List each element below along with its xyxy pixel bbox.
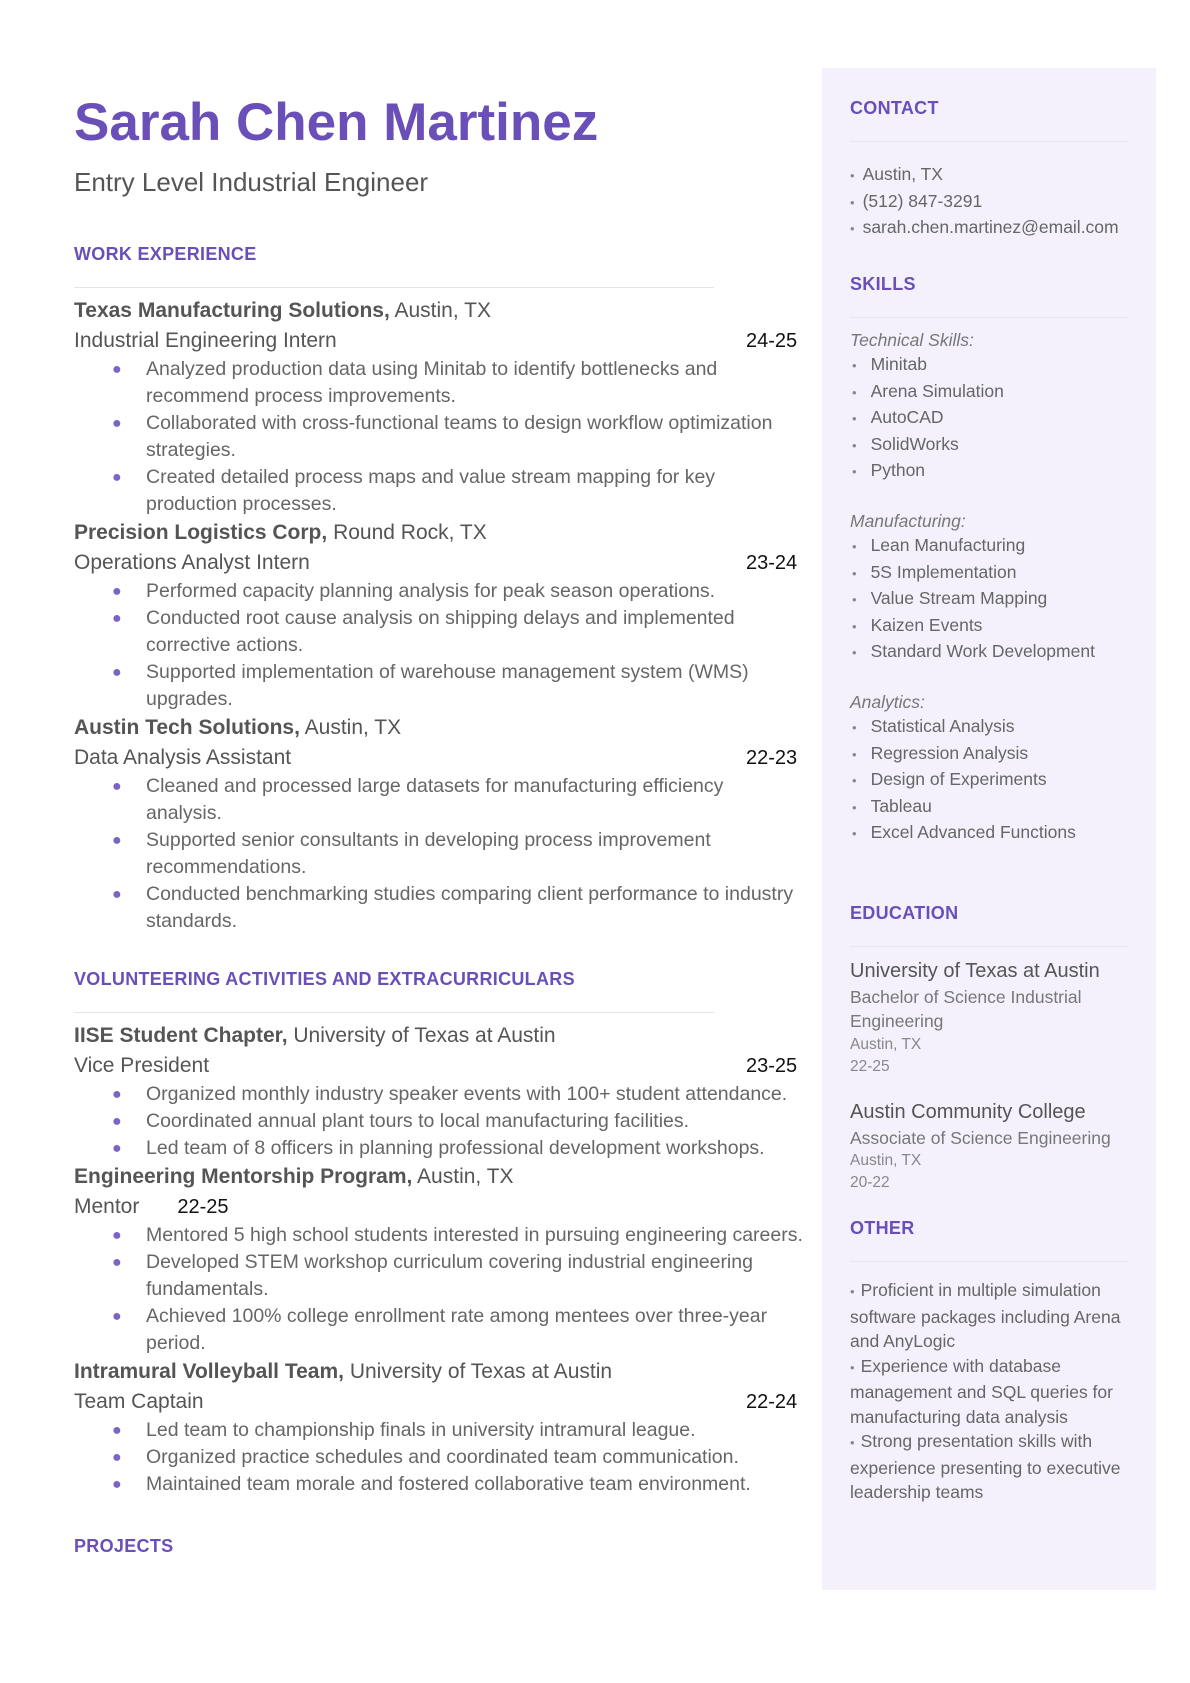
bullet-icon: ●: [112, 1113, 122, 1130]
skill-item: [850, 405, 1128, 432]
bullet-text: Created detailed process maps and value stream mapping for key production processes.: [146, 466, 716, 515]
work-org-location: Austin, TX: [389, 299, 491, 322]
candidate-title: Entry Level Industrial Engineer: [74, 167, 429, 197]
volunteer-org-location: Austin, TX: [412, 1165, 514, 1188]
volunteer-entry: [74, 1021, 804, 1162]
skills-heading: SKILLS: [850, 273, 916, 294]
bullet-icon: ●: [112, 610, 122, 627]
bullet-icon: ●: [112, 1086, 122, 1103]
volunteer-dates: 22-25: [177, 1196, 229, 1218]
volunteer-bullets: [74, 1081, 804, 1162]
bullet-icon: ●: [112, 1308, 122, 1325]
school-dates: 22-25: [850, 1057, 890, 1075]
bullet-text: Coordinated annual plant tours to local manufacturing facilities.: [146, 1110, 690, 1132]
skill-item: [850, 820, 1128, 847]
bullet-icon: •: [852, 746, 857, 762]
contact-email: [850, 215, 1128, 242]
skill-text: 5S Implementation: [870, 561, 1017, 582]
work-org-name: Texas Manufacturing Solutions,: [74, 299, 390, 322]
list-item: [74, 1471, 804, 1498]
education-heading: EDUCATION: [850, 902, 959, 923]
bullet-icon: ●: [112, 415, 122, 432]
skill-item: [850, 352, 1128, 379]
skill-text: Value Stream Mapping: [870, 588, 1048, 608]
bullet-text: Achieved 100% college enrollment rate among mentees over three-year period.: [146, 1305, 768, 1354]
skill-category: Analytics:: [850, 691, 925, 712]
bullet-icon: •: [852, 437, 857, 453]
list-item: [74, 1444, 804, 1471]
bullet-icon: •: [850, 1284, 855, 1299]
bullet-icon: •: [850, 168, 855, 183]
work-org-name: Austin Tech Solutions,: [74, 716, 300, 739]
bullet-icon: ●: [112, 664, 122, 681]
candidate-name: Sarah Chen Martinez: [74, 93, 599, 152]
skill-category: Technical Skills:: [850, 329, 974, 350]
other-item: [850, 1354, 1128, 1430]
list-item: [74, 410, 804, 464]
skill-list: [850, 352, 1128, 485]
bullet-icon: •: [852, 592, 857, 607]
skill-text: Minitab: [870, 354, 927, 374]
bullet-icon: ●: [112, 832, 122, 849]
bullet-text: Cleaned and processed large datasets for manufacturing efficiency analysis.: [146, 775, 724, 824]
contact-phone-text: (512) 847-3291: [862, 190, 983, 211]
work-role: Industrial Engineering Intern: [74, 329, 337, 352]
list-item: [74, 773, 804, 827]
work-bullets: [74, 578, 804, 713]
degree: Bachelor of Science Industrial Engineering: [850, 986, 1082, 1031]
volunteer-org-name: IISE Student Chapter,: [74, 1024, 288, 1047]
skill-item: [850, 767, 1128, 794]
other-item-text: Strong presentation skills with experience presenting to executive leadership teams: [850, 1431, 1121, 1502]
bullet-icon: ●: [112, 469, 122, 486]
work-dates: 22-23: [746, 747, 798, 769]
contact-list: [850, 162, 1128, 242]
bullet-icon: •: [850, 1359, 855, 1375]
section-divider: [850, 946, 1128, 947]
school-name: University of Texas at Austin: [850, 959, 1100, 982]
bullet-text: Conducted benchmarking studies comparing client performance to industry standards.: [146, 883, 794, 932]
bullet-text: Supported senior consultants in developing process improvement recommendations.: [146, 829, 711, 878]
bullet-icon: •: [852, 773, 857, 788]
bullet-text: Led team to championship finals in university intramural league.: [146, 1419, 696, 1441]
skill-text: Excel Advanced Functions: [870, 822, 1076, 842]
skill-text: Standard Work Development: [870, 641, 1095, 661]
other-item: [850, 1429, 1128, 1505]
bullet-text: Developed STEM workshop curriculum covering industrial engineering fundamentals.: [146, 1251, 753, 1300]
contact-location-text: Austin, TX: [862, 164, 943, 184]
volunteer-bullets: [74, 1417, 804, 1498]
bullet-icon: •: [852, 618, 857, 634]
work-dates: 24-25: [746, 330, 798, 352]
bullet-icon: ●: [112, 583, 122, 600]
bullet-text: Organized practice schedules and coordinated team communication.: [146, 1446, 739, 1468]
skill-item: [850, 639, 1128, 666]
volunteer-org: [74, 1357, 804, 1387]
section-divider: [74, 287, 714, 288]
skill-text: Statistical Analysis: [870, 716, 1015, 736]
work-org: [74, 518, 804, 548]
contact-phone: [850, 189, 1128, 216]
volunteer-entry: [74, 1162, 804, 1357]
bullet-icon: •: [852, 539, 857, 554]
list-item: [74, 1135, 804, 1162]
education-entry: [850, 957, 1128, 1078]
list-item: [74, 659, 804, 713]
section-divider: [850, 317, 1128, 318]
skill-item: [850, 432, 1128, 459]
skill-text: Python: [870, 460, 926, 480]
list-item: [74, 1249, 804, 1303]
skill-item: [850, 458, 1128, 485]
bullet-icon: ●: [112, 361, 122, 378]
contact-email-text: sarah.chen.martinez@email.com: [862, 217, 1119, 237]
contact-heading: CONTACT: [850, 98, 939, 118]
volunteer-org-location: University of Texas at Austin: [343, 1360, 613, 1383]
work-bullets: [74, 773, 804, 935]
work-entry: [74, 518, 804, 713]
skill-list: [850, 533, 1128, 666]
bullet-text: Analyzed production data using Minitab to identify bottlenecks and recommend process improvements.: [146, 358, 718, 407]
work-org: [74, 296, 804, 326]
work-role: Data Analysis Assistant: [74, 746, 292, 769]
skill-category: Manufacturing:: [850, 510, 966, 531]
list-item: [74, 827, 804, 881]
list-item: [74, 578, 804, 605]
volunteer-org: [74, 1162, 804, 1192]
bullet-icon: •: [850, 221, 855, 236]
projects-heading: PROJECTS: [74, 1536, 174, 1556]
bullet-icon: •: [852, 411, 857, 426]
list-item: [74, 605, 804, 659]
skill-item: [850, 714, 1128, 741]
bullet-icon: •: [852, 799, 857, 815]
bullet-text: Collaborated with cross-functional teams to design workflow optimization strategies.: [146, 412, 773, 461]
skill-text: Arena Simulation: [870, 380, 1004, 401]
education-entry: [850, 1098, 1128, 1195]
bullet-icon: ●: [112, 886, 122, 903]
skill-text: Lean Manufacturing: [870, 535, 1026, 555]
bullet-text: Performed capacity planning analysis for peak season operations.: [146, 580, 716, 602]
bullet-icon: •: [852, 645, 857, 660]
skill-text: Regression Analysis: [870, 742, 1029, 763]
other-heading: OTHER: [850, 1218, 915, 1238]
bullet-text: Organized monthly industry speaker events with 100+ student attendance.: [146, 1083, 788, 1105]
bullet-icon: ●: [112, 1476, 122, 1493]
school-location: Austin, TX: [850, 1035, 922, 1053]
bullet-icon: •: [852, 826, 857, 841]
skill-text: Kaizen Events: [870, 614, 983, 635]
school-dates: 20-22: [850, 1174, 890, 1191]
volunteer-role-line: [74, 1051, 804, 1081]
bullet-icon: ●: [112, 1254, 122, 1271]
school-location: Austin, TX: [850, 1152, 922, 1169]
bullet-icon: ●: [112, 1449, 122, 1466]
volunteer-dates: 22-24: [746, 1391, 798, 1413]
bullet-icon: •: [852, 358, 857, 373]
volunteer-org-location: University of Texas at Austin: [287, 1024, 556, 1047]
skill-item: [850, 560, 1128, 587]
bullet-text: Maintained team morale and fostered collaborative team environment.: [146, 1473, 751, 1495]
work-org-location: Austin, TX: [299, 716, 402, 739]
work-role-line: [74, 548, 804, 578]
volunteer-org-name: Intramural Volleyball Team,: [74, 1360, 344, 1383]
skill-list: [850, 714, 1128, 847]
skill-text: Design of Experiments: [870, 769, 1047, 789]
volunteer-dates: 23-25: [746, 1055, 798, 1077]
list-item: [74, 1081, 804, 1108]
sidebar: [822, 68, 1156, 1590]
section-divider: [74, 1012, 714, 1013]
bullet-icon: •: [852, 384, 857, 400]
work-org: [74, 713, 804, 743]
skill-item: [850, 379, 1128, 406]
work-org-name: Precision Logistics Corp,: [74, 521, 328, 544]
work-dates: 23-24: [746, 552, 798, 574]
volunteer-org: [74, 1021, 804, 1051]
list-item: [74, 464, 804, 518]
other-item-text: Proficient in multiple simulation software packages including Arena and AnyLogic: [850, 1280, 1121, 1351]
bullet-icon: •: [852, 464, 857, 479]
volunteering-heading: VOLUNTEERING ACTIVITIES AND EXTRACURRICULARS: [74, 969, 575, 989]
list-item: [74, 356, 804, 410]
degree: Associate of Science Engineering: [850, 1127, 1111, 1148]
volunteer-role-line: [74, 1192, 804, 1222]
skill-item: [850, 741, 1128, 768]
list-item: [74, 1303, 804, 1357]
volunteer-role-line: [74, 1387, 804, 1417]
bullet-icon: •: [852, 565, 857, 581]
work-role-line: [74, 326, 804, 356]
bullet-text: Led team of 8 officers in planning professional development workshops.: [146, 1137, 765, 1159]
bullet-icon: •: [850, 194, 855, 210]
school-name: Austin Community College: [850, 1100, 1086, 1123]
other-item: [850, 1278, 1128, 1354]
work-role: Operations Analyst Intern: [74, 551, 310, 574]
work-entry: [74, 713, 804, 935]
skill-item: [850, 613, 1128, 640]
work-role-line: [74, 743, 804, 773]
volunteer-entry: [74, 1357, 804, 1498]
bullet-icon: •: [852, 720, 857, 735]
work-bullets: [74, 356, 804, 518]
bullet-icon: ●: [112, 1140, 122, 1157]
volunteer-role: Mentor: [74, 1195, 140, 1218]
bullet-icon: ●: [112, 1227, 122, 1244]
volunteer-bullets: [74, 1222, 804, 1357]
skill-item: [850, 586, 1128, 613]
list-item: [74, 1108, 804, 1135]
work-org-location: Round Rock, TX: [327, 521, 487, 544]
list-item: [74, 1417, 804, 1444]
bullet-text: Conducted root cause analysis on shipping delays and implemented corrective actions.: [146, 607, 735, 656]
bullet-icon: •: [850, 1435, 855, 1450]
skill-item: [850, 533, 1128, 560]
main-column: [74, 93, 804, 1557]
bullet-text: Supported implementation of warehouse management system (WMS) upgrades.: [146, 661, 749, 710]
list-item: [74, 881, 804, 935]
skill-text: AutoCAD: [870, 407, 944, 427]
work-experience-heading: WORK EXPERIENCE: [74, 244, 257, 264]
list-item: [74, 1222, 804, 1249]
volunteer-role: Vice President: [74, 1054, 210, 1077]
volunteer-org-name: Engineering Mentorship Program,: [74, 1165, 413, 1188]
bullet-icon: ●: [112, 1422, 122, 1439]
section-divider: [850, 1261, 1128, 1262]
other-item-text: Experience with database management and SQL queries for manufacturing data analysis: [850, 1355, 1113, 1427]
work-entry: [74, 296, 804, 518]
skill-text: SolidWorks: [870, 433, 959, 454]
skill-item: [850, 794, 1128, 821]
section-divider: [850, 141, 1128, 142]
volunteer-role: Team Captain: [74, 1390, 204, 1413]
contact-location: [850, 162, 1128, 189]
bullet-text: Mentored 5 high school students interested in pursuing engineering careers.: [146, 1224, 803, 1246]
skill-text: Tableau: [870, 795, 932, 816]
bullet-icon: ●: [112, 778, 122, 795]
